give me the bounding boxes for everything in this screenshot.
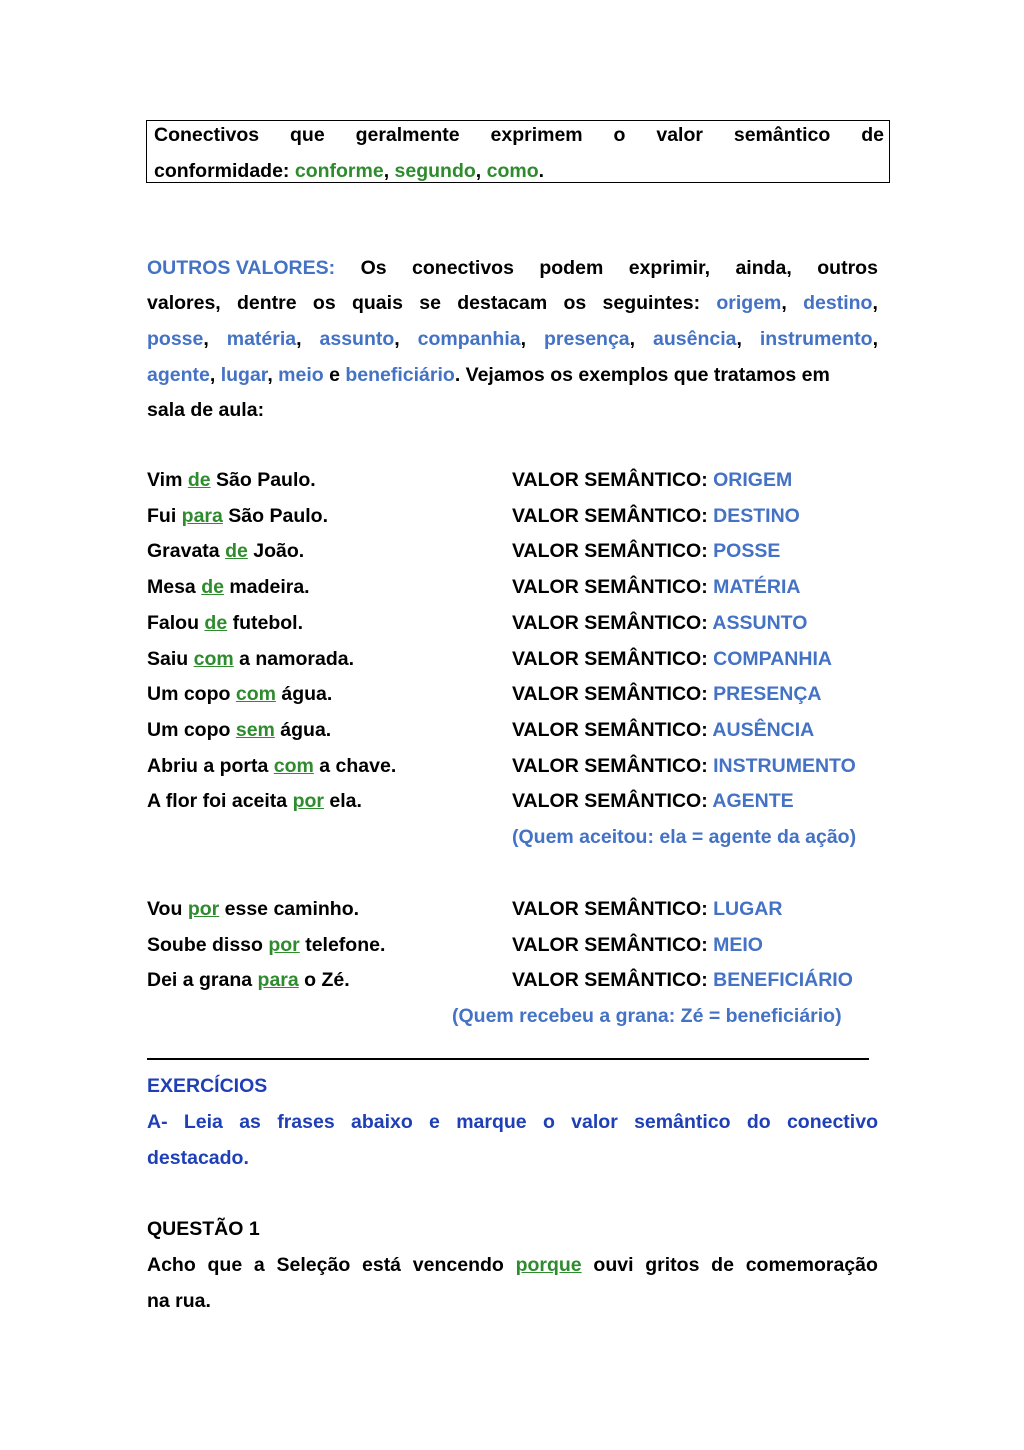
semantic-value-label: VALOR SEMÂNTICO: COMPANHIA	[512, 647, 832, 670]
outros-line-5: sala de aula:	[147, 399, 265, 421]
note-agente: (Quem aceitou: ela = agente da ação)	[512, 826, 857, 848]
word: que	[290, 124, 325, 146]
semantic-value-label: VALOR SEMÂNTICO: BENEFICIÁRIO	[512, 969, 853, 991]
semantic-value-label: VALOR SEMÂNTICO: ORIGEM	[512, 469, 793, 491]
example-sentence: Dei a grana para o Zé.	[147, 969, 350, 991]
word: semântico	[733, 124, 831, 146]
semantic-value: INSTRUMENTO	[713, 754, 856, 777]
term-companhia: companhia	[417, 328, 521, 350]
example-sentence: A flor foi aceita por ela.	[147, 790, 362, 813]
semantic-value: BENEFICIÁRIO	[713, 969, 853, 991]
semantic-value: AUSÊNCIA	[712, 718, 815, 741]
outros-line-3: posse, matéria, assunto, companhia, presença, ausência, instrumento,	[147, 328, 878, 350]
term-assunto: assunto	[319, 328, 395, 350]
semantic-value: ASSUNTO	[712, 611, 808, 634]
term-meio: meio	[278, 364, 324, 386]
outros-line-4: agente, lugar, meio e beneficiário. Vejamos os exemplos que tratamos em	[147, 364, 830, 386]
term-ausencia: ausência	[653, 328, 737, 350]
example-connective: de	[204, 611, 228, 634]
example-connective: de	[187, 469, 211, 491]
conformidade-line-1	[154, 124, 884, 147]
connective-como: como	[486, 160, 539, 182]
term-instrumento: instrumento	[759, 328, 873, 350]
example-connective: por	[187, 898, 220, 920]
example-connective: de	[201, 576, 224, 599]
exercicios-heading: EXERCÍCIOS	[147, 1075, 268, 1097]
semantic-value: POSSE	[713, 540, 781, 563]
example-connective: com	[235, 683, 276, 706]
semantic-value-label: VALOR SEMÂNTICO: PRESENÇA	[512, 683, 822, 706]
semantic-value-label: VALOR SEMÂNTICO: MATÉRIA	[512, 576, 801, 599]
term-lugar: lugar	[220, 364, 268, 386]
word: exprimem	[490, 124, 583, 146]
term-destino: destino	[803, 292, 873, 314]
note-beneficiario: (Quem recebeu a grana: Zé = beneficiário)	[452, 1005, 842, 1027]
questao-connective: porque	[515, 1254, 582, 1276]
example-connective: com	[273, 754, 314, 777]
example-sentence: Saiu com a namorada.	[147, 647, 355, 670]
semantic-value: ORIGEM	[713, 469, 793, 491]
questao-line-1: Acho que a Seleção está vencendo porque ouvi gritos de comemoração	[147, 1254, 878, 1276]
example-sentence: Um copo com água.	[147, 683, 333, 706]
semantic-value: AGENTE	[712, 790, 794, 813]
semantic-value-label: VALOR SEMÂNTICO: DESTINO	[512, 504, 800, 527]
questao-title: QUESTÃO 1	[147, 1218, 260, 1240]
example-connective: sem	[235, 718, 275, 741]
term-agente: agente	[147, 364, 210, 386]
exercicios-instruction-line-2: destacado.	[147, 1147, 249, 1169]
example-sentence: Falou de futebol.	[147, 611, 304, 634]
exercicios-instruction-line-1: A- Leia as frases abaixo e marque o valor semântico do conectivo	[147, 1111, 878, 1133]
term-presenca: presença	[544, 328, 630, 350]
connective-conforme: conforme	[294, 160, 384, 182]
questao-line-2: na rua.	[147, 1290, 211, 1312]
example-connective: para	[181, 504, 223, 527]
outros-line-1: OUTROS VALORES: Os conectivos podem exprimir, ainda, outros	[147, 257, 878, 279]
semantic-value: MATÉRIA	[713, 576, 801, 599]
conformidade-line-2: conformidade: conforme, segundo, como.	[154, 160, 545, 182]
example-sentence: Vou por esse caminho.	[147, 898, 360, 920]
term-beneficiario: beneficiário	[345, 364, 455, 386]
semantic-value-label: VALOR SEMÂNTICO: LUGAR	[512, 898, 783, 920]
example-sentence: Mesa de madeira.	[147, 576, 310, 599]
semantic-value-label: VALOR SEMÂNTICO: INSTRUMENTO	[512, 754, 856, 777]
separator-line	[147, 1058, 869, 1060]
semantic-value: LUGAR	[713, 898, 783, 920]
example-sentence: Abriu a porta com a chave.	[147, 754, 397, 777]
example-sentence: Gravata de João.	[147, 540, 305, 563]
connective-segundo: segundo	[394, 160, 476, 182]
outros-line-2: valores, dentre os quais se destacam os seguintes: origem, destino,	[147, 292, 878, 314]
word: o	[613, 124, 626, 146]
semantic-value: PRESENÇA	[713, 683, 822, 706]
example-sentence: Fui para São Paulo.	[147, 504, 328, 527]
example-connective: com	[193, 647, 234, 670]
word: de	[861, 124, 884, 146]
semantic-value-label: VALOR SEMÂNTICO: MEIO	[512, 933, 763, 956]
semantic-value: DESTINO	[713, 504, 800, 527]
term-origem: origem	[716, 292, 782, 314]
example-connective: para	[257, 969, 299, 991]
term-materia: matéria	[226, 328, 297, 350]
example-sentence: Um copo sem água.	[147, 718, 332, 741]
example-connective: por	[268, 933, 300, 956]
semantic-value-label: VALOR SEMÂNTICO: ASSUNTO	[512, 611, 808, 634]
outros-heading: OUTROS VALORES:	[147, 257, 336, 279]
example-sentence: Soube disso por telefone.	[147, 933, 386, 956]
example-connective: de	[225, 540, 248, 563]
word: valor	[656, 124, 703, 146]
semantic-value-label: VALOR SEMÂNTICO: POSSE	[512, 540, 781, 563]
example-connective: por	[292, 790, 324, 813]
semantic-value: COMPANHIA	[713, 647, 832, 670]
word: Conectivos	[154, 124, 260, 146]
semantic-value-label: VALOR SEMÂNTICO: AGENTE	[512, 790, 794, 813]
word: geralmente	[355, 124, 460, 146]
semantic-value: MEIO	[713, 933, 763, 956]
term-posse: posse	[147, 328, 204, 350]
semantic-value-label: VALOR SEMÂNTICO: AUSÊNCIA	[512, 718, 815, 741]
example-sentence: Vim de São Paulo.	[147, 469, 316, 491]
